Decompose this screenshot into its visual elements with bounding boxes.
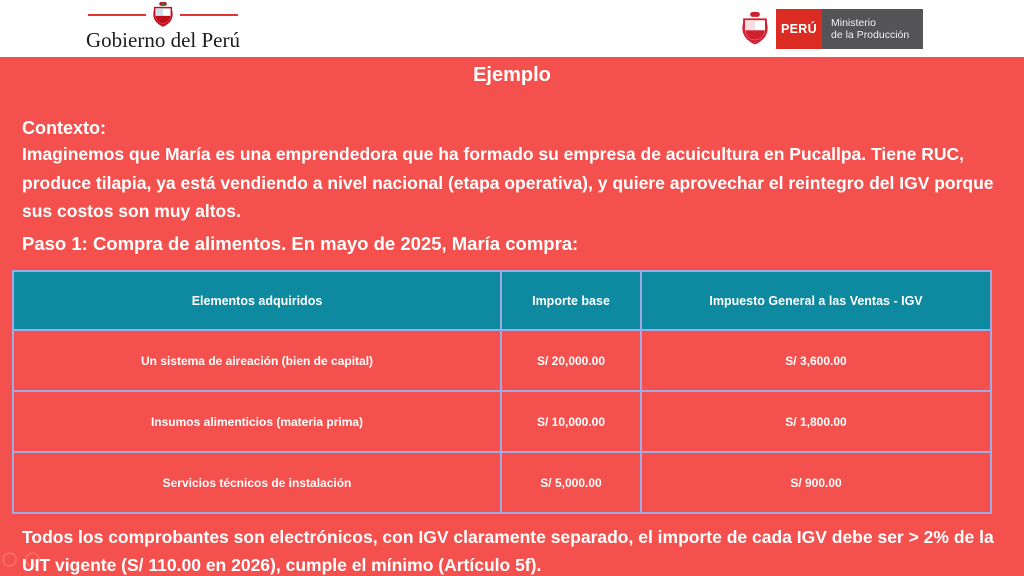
table-row (13, 330, 991, 391)
context-heading: Contexto: (22, 118, 106, 138)
step-heading: Paso 1: Compra de alimentos. En mayo de 2025, María compra: (22, 233, 579, 254)
gobierno-del-peru-label: Gobierno del Perú (86, 28, 240, 52)
ministry-name-line2: de la Producción (831, 29, 910, 41)
table-row (13, 452, 991, 513)
col-header-importe: Importe base (501, 271, 641, 330)
cell-igv: S/ 3,600.00 (641, 330, 991, 391)
col-header-igv: Impuesto General a las Ventas - IGV (641, 271, 991, 330)
ministry-name-box (822, 9, 923, 49)
cell-igv: S/ 1,800.00 (641, 391, 991, 452)
peru-coat-of-arms-icon (151, 2, 175, 28)
logo-crest-row (68, 2, 258, 28)
cell-importe: S/ 20,000.00 (501, 330, 641, 391)
cell-importe: S/ 5,000.00 (501, 452, 641, 513)
footer-note: Todos los comprobantes son electrónicos, con IGV claramente separado, el importe de cada IGV debe ser > 2% de la UIT vigente (S/ 110.00 en 2026), cumple el mínimo (Artículo 5f). (22, 527, 994, 575)
gobierno-del-peru-logo (68, 2, 258, 54)
cell-elemento: Insumos alimenticios (materia prima) (13, 391, 501, 452)
purchases-table (12, 270, 992, 514)
slide-title: Ejemplo (473, 64, 551, 86)
cell-igv: S/ 900.00 (641, 452, 991, 513)
ministry-name-line1: Ministerio (831, 16, 876, 29)
cell-elemento: Servicios técnicos de instalación (13, 452, 501, 513)
table-header-row (13, 271, 991, 330)
col-header-elementos: Elementos adquiridos (13, 271, 501, 330)
ministerio-produccion-logo (740, 9, 923, 49)
cell-importe: S/ 10,000.00 (501, 391, 641, 452)
peru-brand-box: PERÚ (776, 9, 822, 49)
context-paragraph: Imaginemos que María es una emprendedora que ha formado su empresa de acuicultura en Pucallpa. Tiene RUC, produce tilapia, ya está vendiendo a nivel nacional (etapa operativa), y quiere aprovechar el reintegro del IGV porque sus costos son muy altos. (22, 144, 994, 221)
slide-body (0, 57, 1024, 576)
table-row (13, 391, 991, 452)
logo-right-line (180, 14, 238, 16)
logo-left-line (88, 14, 146, 16)
peru-coat-of-arms-icon (740, 12, 770, 46)
top-header-bar (0, 0, 1024, 57)
cell-elemento: Un sistema de aireación (bien de capital) (13, 330, 501, 391)
recorder-watermark-icon (2, 552, 40, 567)
